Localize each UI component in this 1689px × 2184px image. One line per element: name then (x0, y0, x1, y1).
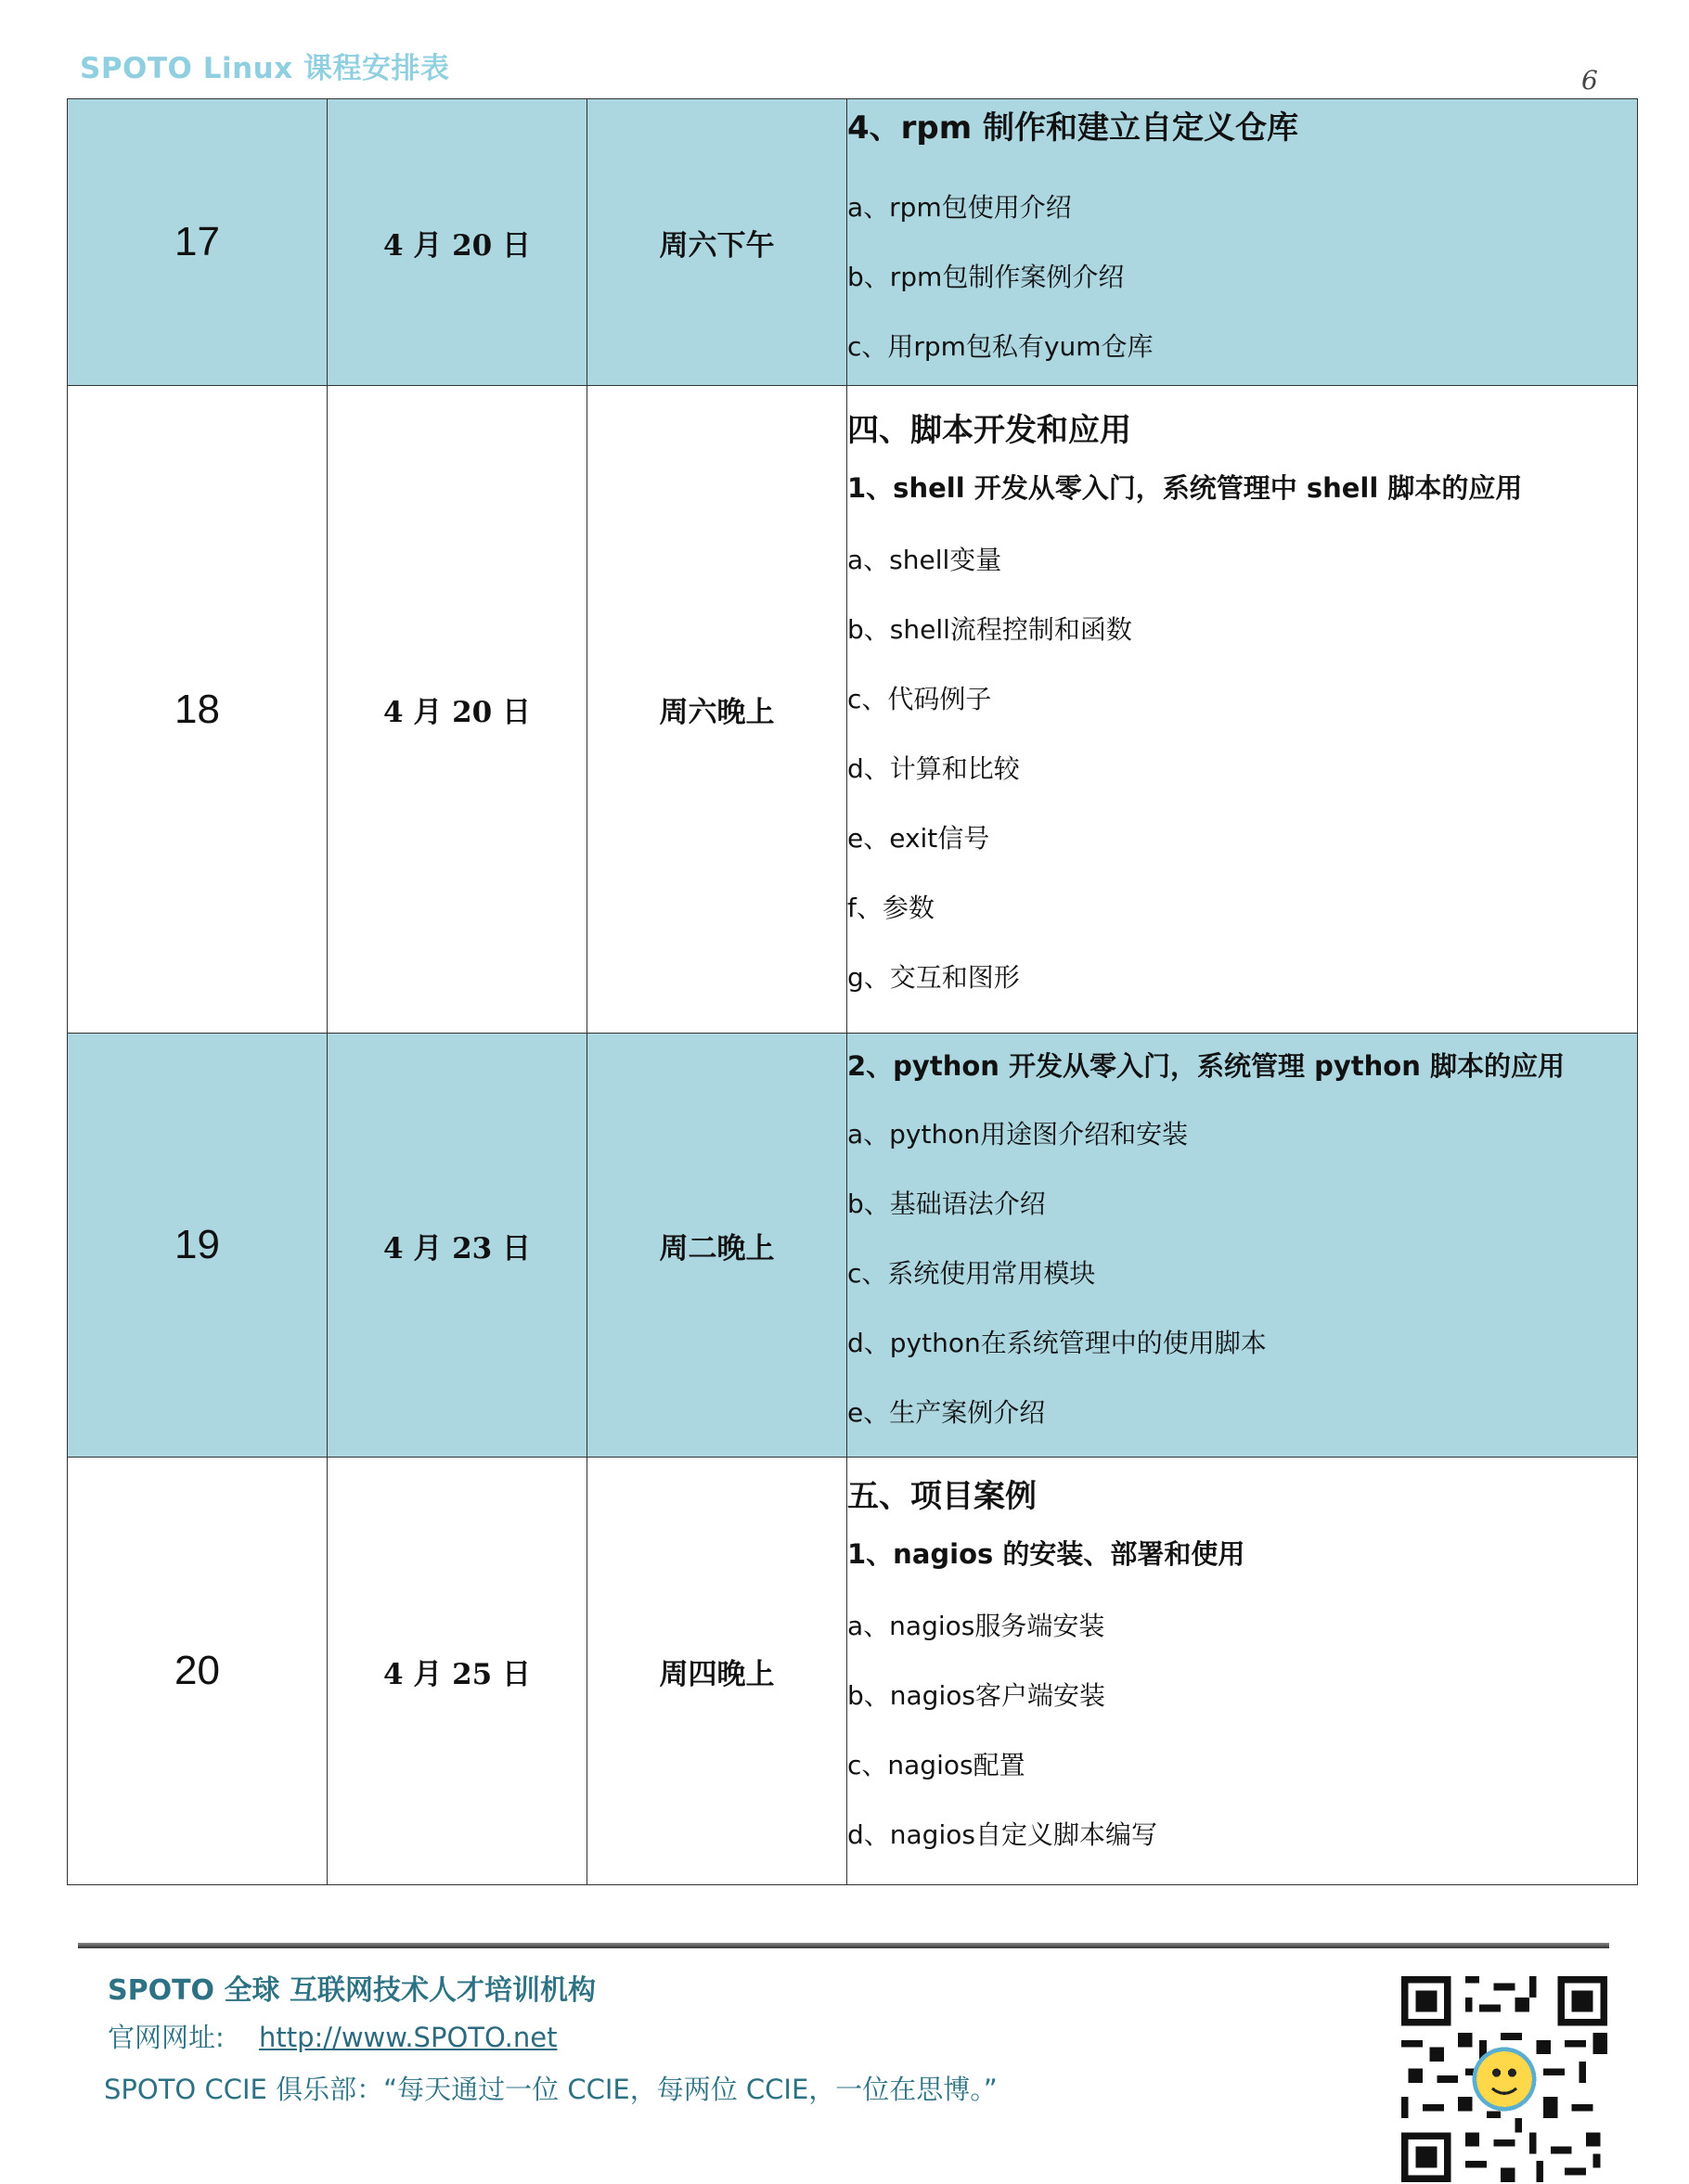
list-item: d、python在系统管理中的使用脚本 (847, 1327, 1267, 1358)
footer-website (108, 2017, 557, 2055)
list-item: c、系统使用常用模块 (847, 1257, 1096, 1289)
list-item: e、exit信号 (847, 823, 990, 854)
schedule-table (67, 98, 1638, 1885)
section-title: 四、脚本开发和应用 (847, 412, 1131, 449)
lesson-time-slot: 周六下午 (587, 99, 847, 386)
lesson-number: 18 (68, 386, 328, 1034)
lesson-date: 4 月 20 日 (328, 99, 587, 386)
lesson-date: 4 月 20 日 (328, 386, 587, 1034)
schedule-row (68, 99, 1638, 386)
list-item: b、基础语法介绍 (847, 1188, 1046, 1219)
lesson-content (847, 1458, 1638, 1885)
list-item: b、nagios客户端安装 (847, 1680, 1105, 1711)
section-title: 五、项目案例 (847, 1478, 1037, 1515)
lesson-subtitle: 4、rpm 制作和建立自定义仓库 (847, 109, 1299, 147)
lesson-number: 20 (68, 1458, 328, 1885)
page-number: 6 (1581, 65, 1598, 96)
list-item: d、计算和比较 (847, 753, 1020, 784)
list-item: e、生产案例介绍 (847, 1396, 1046, 1428)
lesson-time-slot: 周四晚上 (587, 1458, 847, 1885)
footer-divider (78, 1943, 1609, 1948)
lesson-number: 17 (68, 99, 328, 386)
footer-site-link[interactable]: http://www.SPOTO.net (259, 2022, 558, 2053)
list-item: c、代码例子 (847, 684, 992, 714)
lesson-time-slot: 周六晚上 (587, 386, 847, 1034)
list-item: b、shell流程控制和函数 (847, 614, 1132, 645)
page-header-title: SPOTO Linux 课程安排表 (80, 52, 450, 85)
list-item: g、交互和图形 (847, 962, 1020, 993)
list-item: c、用rpm包私有yum仓库 (847, 330, 1154, 362)
lesson-date: 4 月 23 日 (328, 1034, 587, 1458)
list-item: f、参数 (847, 893, 935, 923)
list-item: d、nagios自定义脚本编写 (847, 1819, 1157, 1850)
lesson-time-slot: 周二晚上 (587, 1034, 847, 1458)
schedule-row (68, 1458, 1638, 1885)
lesson-content (847, 99, 1638, 386)
lesson-content (847, 386, 1638, 1034)
list-item: c、nagios配置 (847, 1750, 1025, 1780)
list-item: a、python用途图介绍和安装 (847, 1118, 1189, 1150)
qr-code-icon (1401, 1976, 1607, 2182)
schedule-row (68, 1034, 1638, 1458)
footer-site-label: 官网网址: (108, 2022, 225, 2053)
lesson-subtitle: 1、nagios 的安装、部署和使用 (847, 1538, 1245, 1570)
schedule-row (68, 386, 1638, 1034)
list-item: a、rpm包使用介绍 (847, 191, 1072, 223)
footer-club-slogan: SPOTO CCIE 俱乐部：“每天通过一位 CCIE，每两位 CCIE，一位在思博。” (104, 2074, 998, 2105)
list-item: a、nagios服务端安装 (847, 1611, 1105, 1641)
lesson-date: 4 月 25 日 (328, 1458, 587, 1885)
footer-org: SPOTO 全球 互联网技术人才培训机构 (108, 1974, 596, 2007)
lesson-subtitle: 1、shell 开发从零入门，系统管理中 shell 脚本的应用 (847, 472, 1523, 504)
lesson-number: 19 (68, 1034, 328, 1458)
list-item: b、rpm包制作案例介绍 (847, 261, 1125, 292)
list-item: a、shell变量 (847, 545, 1002, 575)
lesson-subtitle: 2、python 开发从零入门，系统管理 python 脚本的应用 (847, 1049, 1565, 1082)
lesson-content (847, 1034, 1638, 1458)
